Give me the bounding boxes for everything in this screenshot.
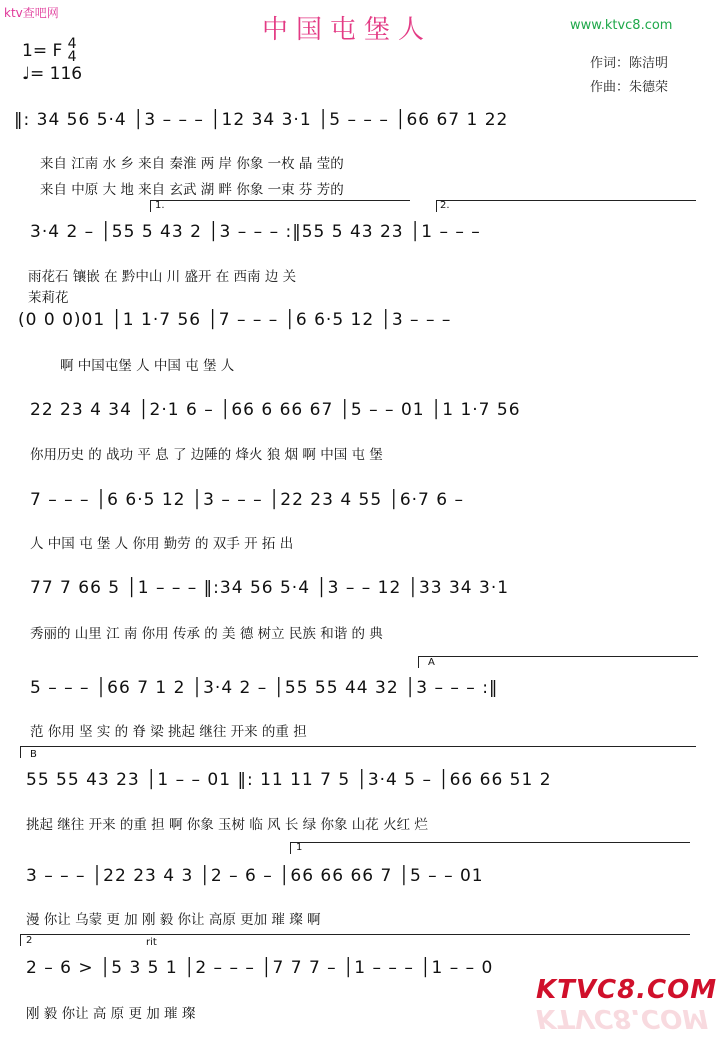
volta-line10-label: 2 bbox=[26, 935, 33, 946]
tempo-marking: ♩= 116 bbox=[22, 64, 83, 84]
time-signature bbox=[68, 38, 77, 64]
volta-2-label: 2. bbox=[440, 200, 450, 211]
volta-1-label: 1. bbox=[155, 200, 165, 211]
ktvc8-logo-reflection: KTVC8.COM bbox=[536, 1003, 709, 1033]
volta-bracket-line10-edge bbox=[20, 934, 21, 946]
score-line-4: 22 23 4 34 │2·1 6 – │66 6 66 67 │5 – – 01 │1 1·7 56 bbox=[30, 400, 521, 420]
watermark-site-url: www.ktvc8.com bbox=[570, 18, 673, 33]
lyric-line-2a: 雨花石 镶嵌 在 黔中山 川 盛开 在 西南 边 关 bbox=[28, 269, 297, 285]
lyric-line-2b: 茉莉花 bbox=[28, 290, 69, 306]
score-line-10: 2 – 6 > │5 3 5 1 │2 – – – │7 7 7 – │1 – – – │1 – – 0 bbox=[26, 958, 494, 978]
volta-bracket-1-edge bbox=[150, 200, 151, 212]
score-line-3: (0 0 0)01 │1 1·7 56 │7 – – – │6 6·5 12 │3 – – – bbox=[18, 310, 452, 330]
lyric-line-3: 啊 中国屯堡 人 中国 屯 堡 人 bbox=[60, 358, 235, 374]
section-a-label: A bbox=[428, 657, 435, 668]
watermark-top-left: ktv查吧网 bbox=[4, 6, 59, 20]
lyric-line-9: 漫 你让 乌蒙 更 加 刚 毅 你让 高原 更加 璀 璨 啊 bbox=[26, 912, 321, 928]
lyric-line-5: 人 中国 屯 堡 人 你用 勤劳 的 双手 开 拓 出 bbox=[30, 536, 294, 552]
composer-credit: 作曲：朱德荣 bbox=[590, 80, 669, 95]
lyric-line-1b: 来自 中原 大 地 来自 玄武 湖 畔 你象 一束 芬 芳的 bbox=[40, 182, 344, 198]
score-line-6: 77 7 66 5 │1 – – – ‖:34 56 5·4 │3 – – 12 │33 34 3·1 bbox=[30, 578, 510, 598]
rit-marking: rit bbox=[146, 937, 157, 948]
lyric-line-1a: 来自 江南 水 乡 来自 秦淮 两 岸 你象 一枚 晶 莹的 bbox=[40, 156, 344, 172]
volta-bracket-1 bbox=[150, 200, 410, 201]
lyric-line-10: 刚 毅 你让 高 原 更 加 璀 璨 bbox=[26, 1006, 196, 1022]
lyric-line-7: 范 你用 坚 实 的 脊 梁 挑起 继往 开来 的重 担 bbox=[30, 724, 307, 740]
key-label: 1= F bbox=[22, 41, 63, 61]
score-line-5: 7 – – – │6 6·5 12 │3 – – – │22 23 4 55 │6·7 6 – bbox=[30, 490, 464, 510]
time-denominator: 4 bbox=[67, 49, 77, 65]
volta-bracket-line9-edge bbox=[290, 842, 291, 854]
ktvc8-logo: KTVC8.COM bbox=[536, 975, 717, 1005]
volta-bracket-line10 bbox=[20, 934, 690, 935]
lyric-line-8: 挑起 继往 开来 的重 担 啊 你象 玉树 临 风 长 绿 你象 山花 火红 烂 bbox=[26, 817, 428, 833]
lyric-line-4: 你用历史 的 战功 平 息 了 边陲的 烽火 狼 烟 啊 中国 屯 堡 bbox=[30, 447, 383, 463]
section-b-label: B bbox=[30, 749, 37, 760]
key-signature bbox=[22, 38, 77, 64]
section-a-bracket-edge bbox=[418, 656, 419, 668]
section-a-bracket bbox=[418, 656, 698, 657]
score-line-9: 3 – – – │22 23 4 3 │2 – 6 – │66 66 66 7 │5 – – 01 bbox=[26, 866, 484, 886]
volta-bracket-line9 bbox=[290, 842, 690, 843]
volta-bracket-2-edge bbox=[436, 200, 437, 212]
score-line-2: 3·4 2 – │55 5 43 2 │3 – – – :‖55 5 43 23 │1 – – – bbox=[30, 222, 481, 242]
score-line-8: 55 55 43 23 │1 – – 01 ‖: 11 11 7 5 │3·4 5 – │66 66 51 2 bbox=[26, 770, 552, 790]
volta-line9-label: 1 bbox=[296, 842, 303, 853]
volta-bracket-2 bbox=[436, 200, 696, 201]
section-b-bracket-edge bbox=[20, 746, 21, 758]
lyricist-credit: 作词：陈洁明 bbox=[590, 56, 669, 71]
score-line-7: 5 – – – │66 7 1 2 │3·4 2 – │55 55 44 32 │3 – – – :‖ bbox=[30, 678, 499, 698]
time-numerator: 4 bbox=[67, 36, 77, 52]
lyric-line-6: 秀丽的 山里 江 南 你用 传承 的 美 德 树立 民族 和谐 的 典 bbox=[30, 626, 383, 642]
score-line-1: ‖: 34 56 5·4 │3 – – – │12 34 3·1 │5 – – – │66 67 1 22 bbox=[14, 110, 509, 130]
song-title: 中国屯堡人 bbox=[262, 15, 433, 45]
section-b-bracket bbox=[20, 746, 696, 747]
